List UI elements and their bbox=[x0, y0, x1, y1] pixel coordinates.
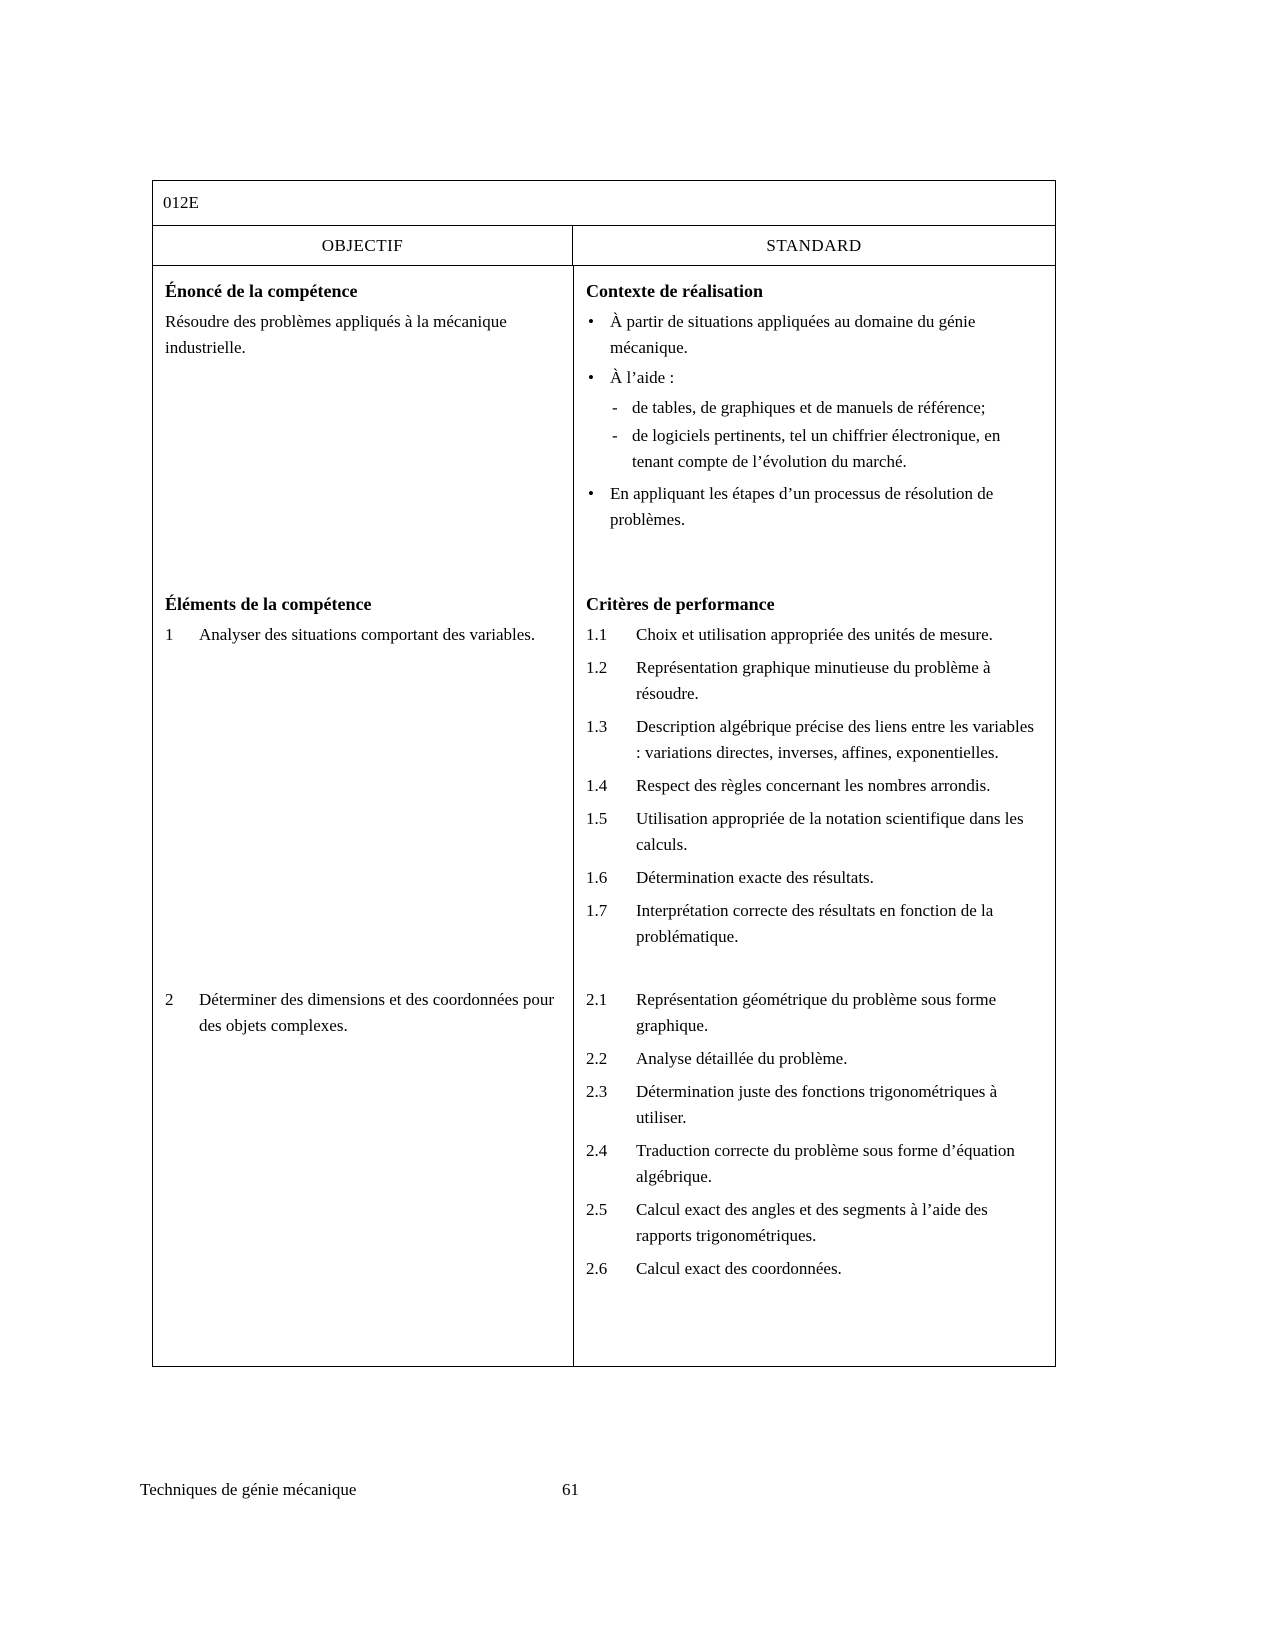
criterion-item bbox=[586, 773, 1039, 799]
enonce-text: Résoudre des problèmes appliqués à la mécanique industrielle. bbox=[165, 312, 507, 357]
bullet-icon: • bbox=[588, 368, 594, 387]
dash-icon: - bbox=[612, 426, 618, 445]
criterion-item bbox=[586, 987, 1039, 1039]
element-number: 2 bbox=[165, 990, 174, 1009]
criterion-item bbox=[586, 1046, 1039, 1072]
footer-page-number: 61 bbox=[562, 1480, 579, 1499]
context-sub-item-text: de tables, de graphiques et de manuels de référence; bbox=[632, 398, 986, 417]
element-item bbox=[165, 987, 555, 1039]
criterion-number: 1.5 bbox=[586, 809, 608, 828]
criterion-number: 1.1 bbox=[586, 625, 608, 644]
criterion-number: 2.5 bbox=[586, 1200, 608, 1219]
criterion-item bbox=[586, 655, 1039, 707]
criterion-number: 1.3 bbox=[586, 717, 608, 736]
criterion-number: 1.6 bbox=[586, 868, 608, 887]
criterion-item bbox=[586, 622, 1039, 648]
criterion-number: 1.4 bbox=[586, 776, 608, 795]
context-sub-item bbox=[610, 395, 1039, 421]
context-bullet-text: À partir de situations appliquées au domaine du génie mécanique. bbox=[610, 312, 976, 357]
doc-code: 012E bbox=[163, 193, 199, 212]
criterion-text: Utilisation appropriée de la notation scientifique dans les calculs. bbox=[636, 809, 1024, 854]
column-headers-row bbox=[153, 226, 1055, 266]
criterion-number: 2.2 bbox=[586, 1049, 608, 1068]
contexte-cell bbox=[573, 266, 1055, 579]
context-bullet bbox=[586, 309, 1039, 361]
context-bullet-text: En appliquant les étapes d’un processus de résolution de problèmes. bbox=[610, 484, 994, 529]
criterion-item bbox=[586, 1256, 1039, 1282]
criteria-group1-cell bbox=[573, 579, 1055, 957]
context-sub-item bbox=[610, 423, 1039, 475]
elements-cell bbox=[153, 579, 573, 957]
criterion-text: Respect des règles concernant les nombres arrondis. bbox=[636, 776, 991, 795]
criterion-text: Traduction correcte du problème sous forme d’équation algébrique. bbox=[636, 1141, 1015, 1186]
context-bullet-text: À l’aide : bbox=[610, 368, 675, 387]
criterion-text: Analyse détaillée du problème. bbox=[636, 1049, 848, 1068]
doc-code-row bbox=[153, 181, 1055, 226]
page-footer bbox=[140, 1477, 840, 1503]
elements-title: Éléments de la compétence bbox=[165, 594, 372, 614]
enonce-cell bbox=[153, 266, 573, 579]
criterion-text: Calcul exact des coordonnées. bbox=[636, 1259, 842, 1278]
criterion-item bbox=[586, 865, 1039, 891]
contexte-title: Contexte de réalisation bbox=[586, 281, 763, 301]
dash-icon: - bbox=[612, 398, 618, 417]
criterion-number: 1.7 bbox=[586, 901, 608, 920]
criterion-text: Calcul exact des angles et des segments à l’aide des rapports trigonométriques. bbox=[636, 1200, 988, 1245]
criteria-group2-cell bbox=[573, 957, 1055, 1366]
context-sub-item-text: de logiciels pertinents, tel un chiffrier électronique, en tenant compte de l’évolution du marché. bbox=[632, 426, 1001, 471]
criterion-number: 2.3 bbox=[586, 1082, 608, 1101]
criterion-item bbox=[586, 1079, 1039, 1131]
criteria-title: Critères de performance bbox=[586, 594, 775, 614]
footer-document-title: Techniques de génie mécanique bbox=[140, 1480, 357, 1499]
bullet-icon: • bbox=[588, 312, 594, 331]
element-text: Déterminer des dimensions et des coordonnées pour des objets complexes. bbox=[199, 990, 555, 1035]
criterion-item bbox=[586, 898, 1039, 950]
element-item bbox=[165, 622, 555, 648]
competency-table bbox=[152, 180, 1056, 1367]
criterion-item bbox=[586, 1138, 1039, 1190]
criterion-number: 2.4 bbox=[586, 1141, 608, 1160]
criterion-number: 2.1 bbox=[586, 990, 608, 1009]
criterion-number: 1.2 bbox=[586, 658, 608, 677]
standard-column-header: STANDARD bbox=[766, 235, 862, 255]
elements-cell-2 bbox=[153, 957, 573, 1366]
context-bullet bbox=[586, 481, 1039, 533]
element-number: 1 bbox=[165, 625, 174, 644]
criterion-number: 2.6 bbox=[586, 1259, 608, 1278]
objectif-column-header: OBJECTIF bbox=[153, 226, 573, 265]
criterion-item bbox=[586, 714, 1039, 766]
criterion-item bbox=[586, 1197, 1039, 1249]
criterion-text: Détermination exacte des résultats. bbox=[636, 868, 874, 887]
criterion-text: Choix et utilisation appropriée des unités de mesure. bbox=[636, 625, 993, 644]
bullet-icon: • bbox=[588, 484, 594, 503]
enonce-title: Énoncé de la compétence bbox=[165, 281, 358, 301]
table-body bbox=[153, 266, 1055, 1366]
criterion-text: Détermination juste des fonctions trigonométriques à utiliser. bbox=[636, 1082, 998, 1127]
criterion-item bbox=[586, 806, 1039, 858]
context-bullet bbox=[586, 365, 1039, 391]
criterion-text: Description algébrique précise des liens entre les variables : variations directes, inverses, affines, exponentielles. bbox=[636, 717, 1034, 762]
criterion-text: Interprétation correcte des résultats en fonction de la problématique. bbox=[636, 901, 994, 946]
criterion-text: Représentation graphique minutieuse du problème à résoudre. bbox=[636, 658, 991, 703]
criterion-text: Représentation géométrique du problème sous forme graphique. bbox=[636, 990, 997, 1035]
element-text: Analyser des situations comportant des variables. bbox=[199, 625, 536, 644]
